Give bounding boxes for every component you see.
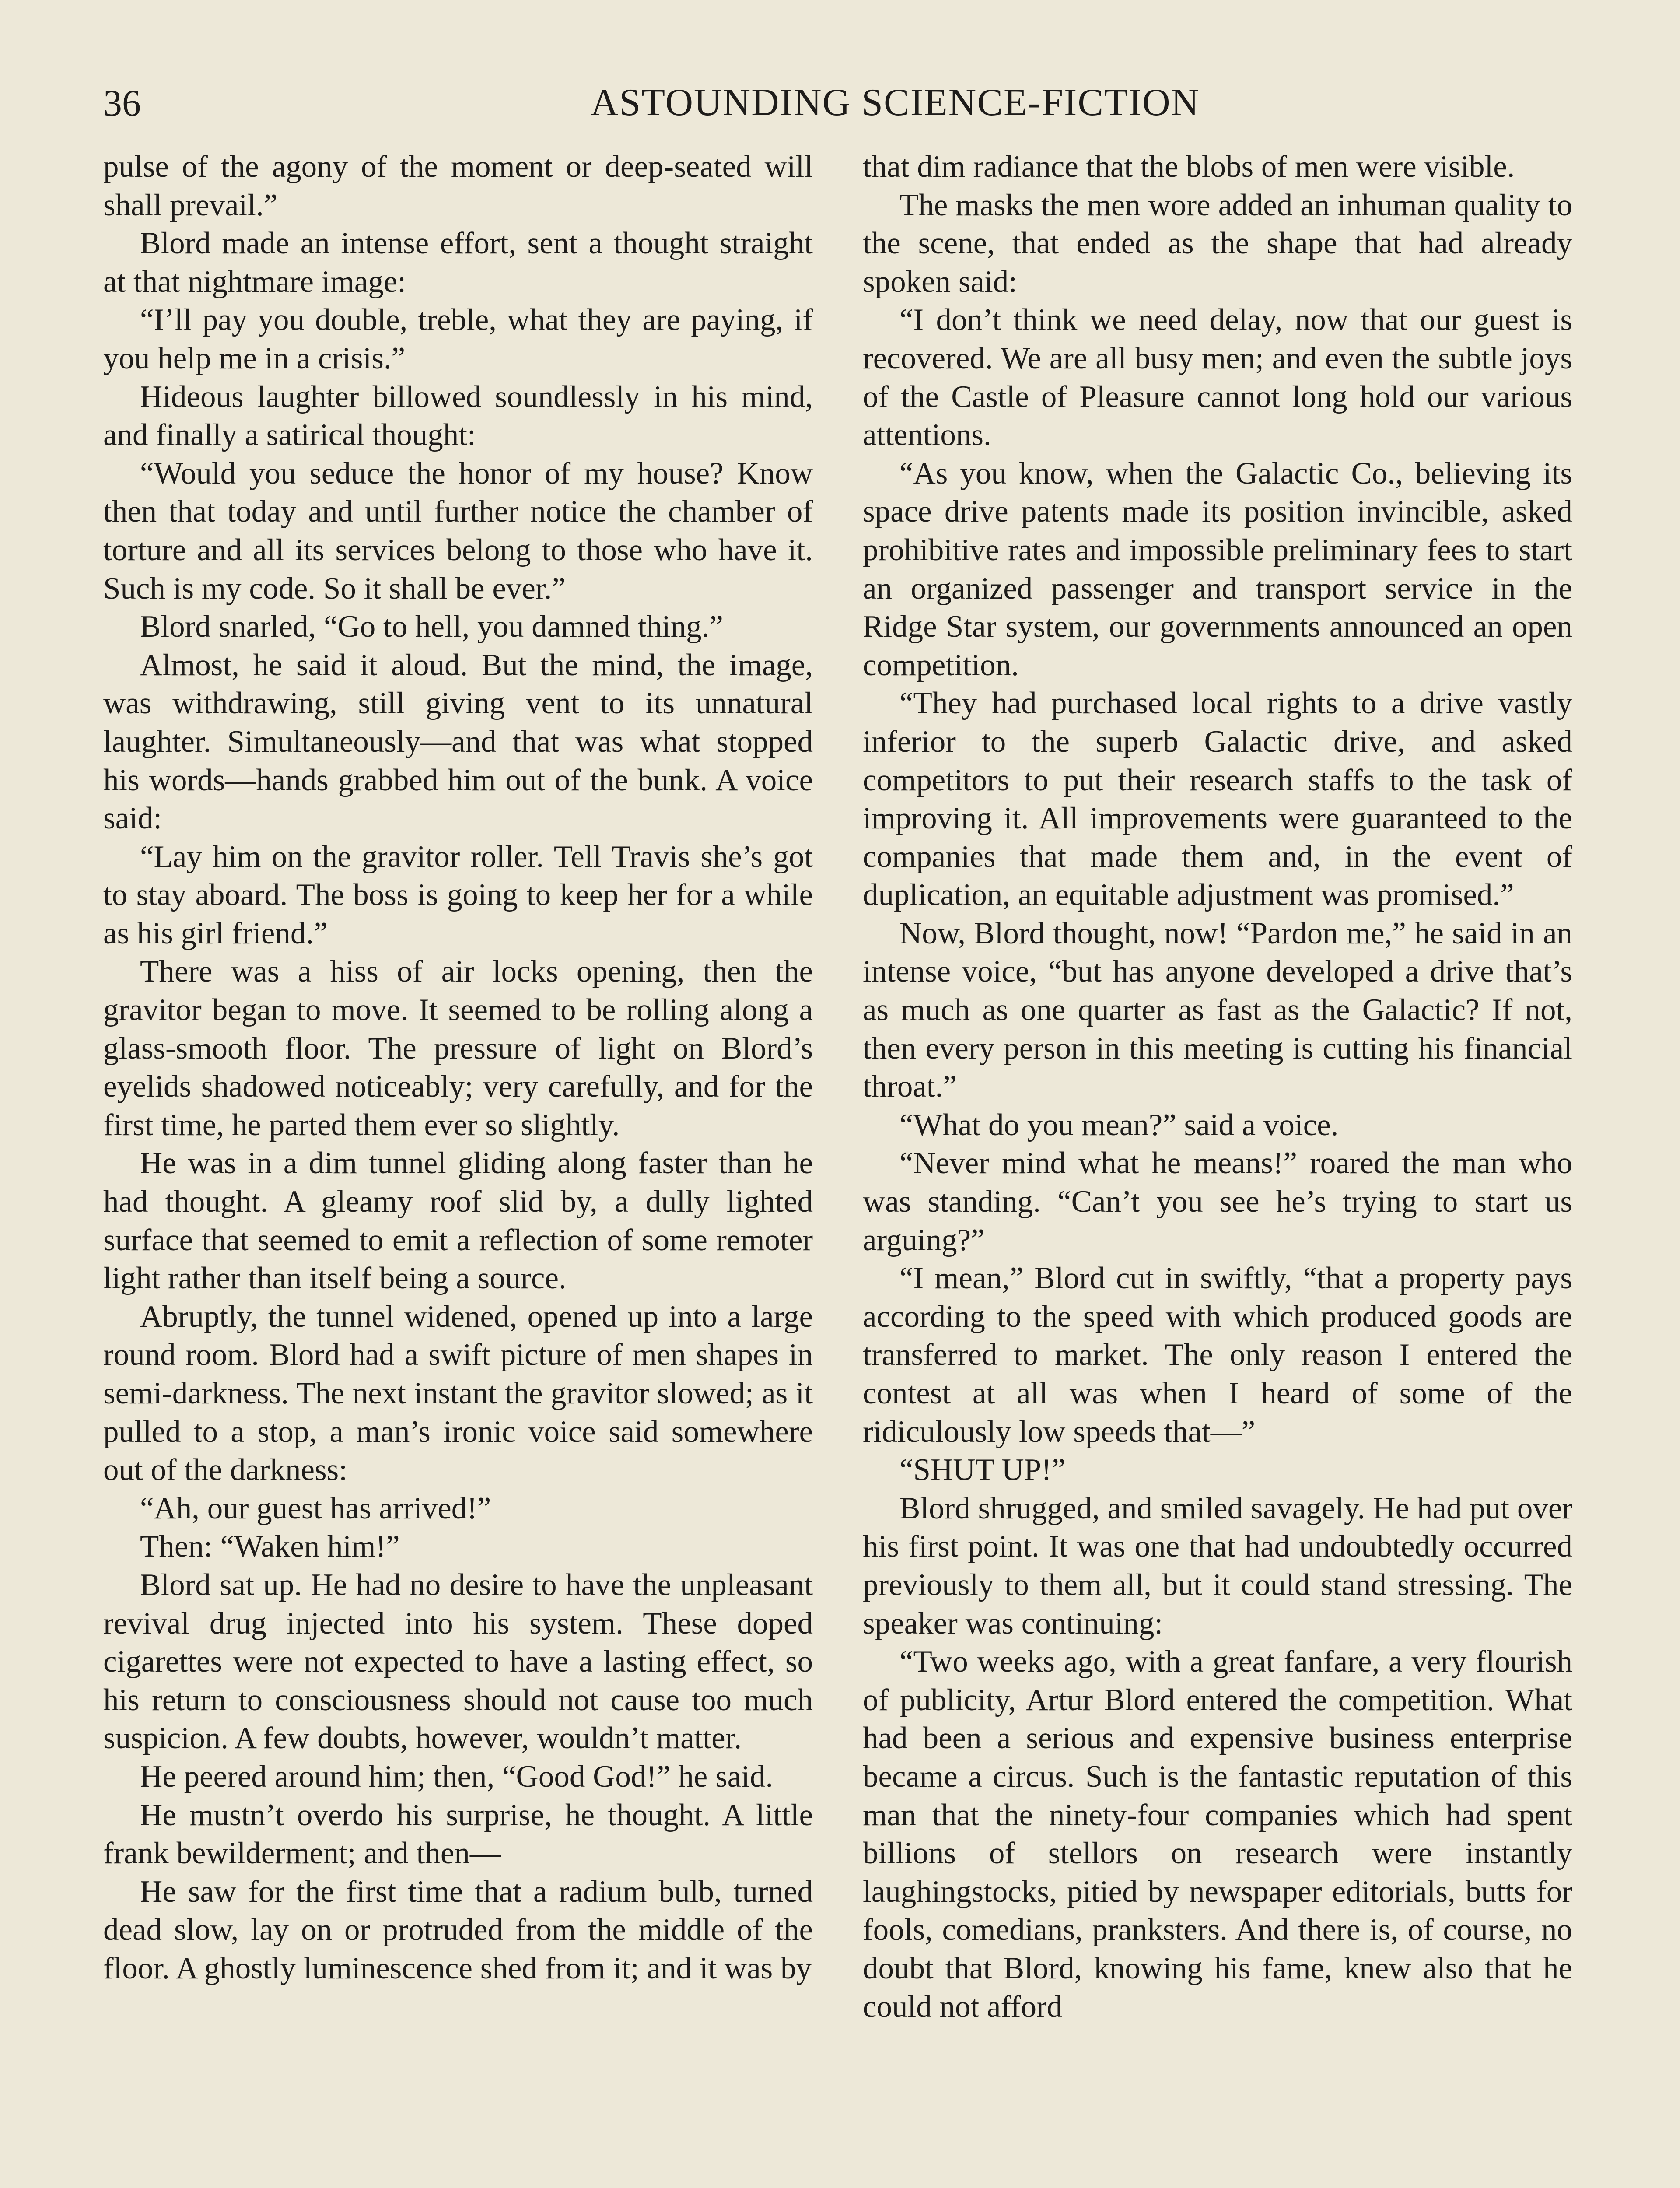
paragraph: Blord made an intense effort, sent a thought straight at that nightmare image: bbox=[103, 226, 813, 299]
paragraph: “Ah, our guest has arrived!” bbox=[140, 1491, 491, 1525]
right-text-column bbox=[863, 148, 1572, 2026]
paragraph: Abruptly, the tunnel widened, opened up into a large round room. Blord had a swift picture of men shapes in semi-darkness. The next instant the gravitor slowed; as it pulled to a stop, a man’s ironic voice said somewhere out of the darkness: bbox=[103, 1299, 813, 1487]
page-number: 36 bbox=[103, 82, 141, 124]
page-header bbox=[103, 79, 1591, 131]
paragraph: Blord sat up. He had no desire to have the unpleasant revival drug injected into his system. These doped cigarettes were not expected to have a lasting effect, so his return to consciousness should not cause too much suspicion. A few doubts, however, wouldn’t matter. bbox=[103, 1567, 813, 1756]
paragraph: He was in a dim tunnel gliding along faster than he had thought. A gleamy roof slid by, a dully lighted surface that seemed to emit a reflection of some remoter light rather than itself being a source. bbox=[103, 1146, 813, 1296]
paragraph: Then: “Waken him!” bbox=[140, 1529, 400, 1564]
paragraph: “Would you seduce the honor of my house? Know then that today and until further notice the chamber of torture and all its services belong to those who have it. Such is my code. So it shall be ever.” bbox=[103, 456, 813, 606]
paragraph: Now, Blord thought, now! “Pardon me,” he said in an intense voice, “but has anyone developed a drive that’s as much as one quarter as fast as the Galactic? If not, then every person in this meeting is cutting his financial throat.” bbox=[863, 916, 1572, 1104]
paragraph: “Lay him on the gravitor roller. Tell Travis she’s got to stay aboard. The boss is going to keep her for a while as his girl friend.” bbox=[103, 839, 813, 950]
paragraph: “I mean,” Blord cut in swiftly, “that a property pays according to the speed with which produced goods are transferred to market. The only reason I entered the contest at all was when I heard of some of the ridiculously low speeds that—” bbox=[863, 1261, 1572, 1449]
paragraph: Blord shrugged, and smiled savagely. He had put over his first point. It was one that had undoubtedly occurred previously to them all, but it could stand stressing. The speaker was continuing: bbox=[863, 1491, 1572, 1641]
paragraph: “SHUT UP!” bbox=[900, 1453, 1066, 1487]
paragraph: “I’ll pay you double, treble, what they are paying, if you help me in a crisis.” bbox=[103, 303, 813, 375]
paragraph: “As you know, when the Galactic Co., believing its space drive patents made its position invincible, asked prohibitive rates and impossible preliminary fees to start an organized passenger and transport service in the Ridge Star system, our governments announced an open competition. bbox=[863, 456, 1572, 682]
paragraph: “What do you mean?” said a voice. bbox=[900, 1108, 1339, 1142]
paragraph: He saw for the first time that a radium bulb, turned dead slow, lay on or protruded from the middle of the floor. A ghostly luminescence shed from it; and it was by bbox=[103, 1874, 813, 1985]
paragraph: He peered around him; then, “Good God!” he said. bbox=[140, 1759, 774, 1794]
paragraph: that dim radiance that the blobs of men were visible. bbox=[863, 150, 1515, 184]
paragraph: “They had purchased local rights to a drive vastly inferior to the superb Galactic drive, and asked competitors to put their research staffs to the task of improving it. All improvements were guaranteed to the companies that made them and, in the event of duplication, an equitable adjustment was promised.” bbox=[863, 686, 1572, 912]
paragraph: Almost, he said it aloud. But the mind, the image, was withdrawing, still giving vent to its unnatural laughter. Simultaneously—and that was what stopped his words—hands grabbed him out of the bunk. A voice said: bbox=[103, 648, 813, 836]
running-head: ASTOUNDING SCIENCE-FICTION bbox=[590, 81, 1200, 124]
left-text-column bbox=[103, 148, 813, 1988]
paragraph: There was a hiss of air locks opening, then the gravitor began to move. It seemed to be rolling along a glass-smooth floor. The pressure of light on Blord’s eyelids shadowed noticeably; very carefully, and for the first time, he parted them ever so slightly. bbox=[103, 954, 813, 1142]
paragraph: Blord snarled, “Go to hell, you damned thing.” bbox=[140, 610, 723, 644]
paragraph: pulse of the agony of the moment or deep-seated will shall prevail.” bbox=[103, 150, 813, 222]
paragraph: The masks the men wore added an inhuman quality to the scene, that ended as the shape that had already spoken said: bbox=[863, 188, 1572, 299]
paragraph: “Two weeks ago, with a great fanfare, a very flourish of publicity, Artur Blord entered the competition. What had been a serious and expensive business enterprise became a circus. Such is the fantastic reputation of this man that the ninety-four companies which had spent billions of stellors on research were instantly laughingstocks, pitied by newspaper editorials, butts for fools, comedians, pranksters. And there is, of course, no doubt that Blord, knowing his fame, knew also that he could not afford bbox=[863, 1645, 1572, 2024]
paragraph: He mustn’t overdo his surprise, he thought. A little frank bewilderment; and then— bbox=[103, 1798, 813, 1871]
paragraph: Hideous laughter billowed soundlessly in his mind, and finally a satirical thought: bbox=[103, 379, 813, 452]
paragraph: “I don’t think we need delay, now that our guest is recovered. We are all busy men; and even the subtle joys of the Castle of Pleasure cannot long hold our various attentions. bbox=[863, 303, 1572, 452]
paragraph: “Never mind what he means!” roared the man who was standing. “Can’t you see he’s trying to start us arguing?” bbox=[863, 1146, 1572, 1257]
